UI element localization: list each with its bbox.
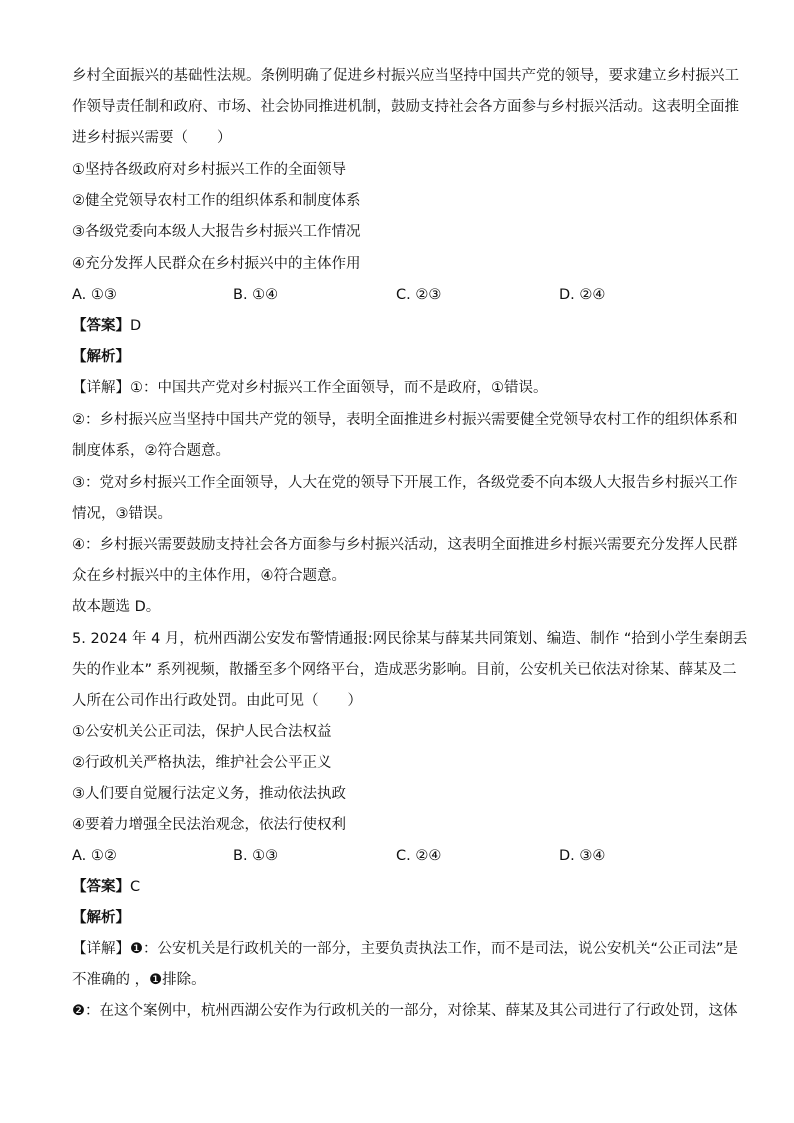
q4-option-d: D. ②④ xyxy=(559,287,606,303)
q4-option-c: C. ②③ xyxy=(396,287,442,303)
q4-answer-label: 【答案】 xyxy=(72,318,130,334)
q5-answer-label: 【答案】 xyxy=(72,879,130,895)
q4-statement-4: ④充分发挥人民群众在乡村振兴中的主体作用 xyxy=(72,256,361,272)
q4-stem-line-1: 乡村全面振兴的基础性法规。条例明确了促进乡村振兴应当坚持中国共产党的领导，要求建立乡村振兴工 xyxy=(72,68,739,84)
q5-detail-line-2: 不准确的 ，❶排除。 xyxy=(72,972,206,988)
q5-options xyxy=(72,846,722,866)
q4-conclusion: 故本题选 D。 xyxy=(72,599,161,615)
q4-answer xyxy=(72,316,722,336)
q5-option-c: C. ②④ xyxy=(396,848,442,864)
q4-answer-value: D xyxy=(130,318,142,334)
q5-statement-4: ④要着力增强全民法治观念，依法行使权利 xyxy=(72,817,346,833)
q4-statement-3: ③各级党委向本级人大报告乡村振兴工作情况 xyxy=(72,224,361,240)
q4-option-a: A. ①③ xyxy=(72,287,117,303)
q4-option-b: B. ①④ xyxy=(233,287,279,303)
q4-detail-line-3: 制度体系，②符合题意。 xyxy=(72,443,230,459)
q4-analysis-label: 【解析】 xyxy=(72,349,130,365)
q4-detail-line-5: 情况，③错误。 xyxy=(72,506,172,522)
q5-statement-2: ②行政机关严格执法，维护社会公平正义 xyxy=(72,755,332,771)
q4-detail-line-2: ②：乡村振兴应当坚持中国共产党的领导，表明全面推进乡村振兴需要健全党领导农村工作的组织体系和 xyxy=(72,412,738,428)
q4-stem-line-2: 作领导责任制和政府、市场、社会协同推进机制，鼓励支持社会各方面参与乡村振兴活动。这表明全面推 xyxy=(72,99,739,115)
q5-stem-line-3: 人所在公司作出行政处罚。由此可见（ ） xyxy=(72,693,362,709)
q4-options xyxy=(72,285,722,305)
q5-statement-1: ①公安机关公正司法，保护人民合法权益 xyxy=(72,724,332,740)
q4-stem-line-3: 进乡村振兴需要（ ） xyxy=(72,130,232,146)
q5-stem-line-1: 5. 2024 年 4 月，杭州西湖公安发布警情通报:网民徐某与薛某共同策划、编造、制作 “拾到小学生秦朗丢 xyxy=(72,631,748,647)
q4-statement-2: ②健全党领导农村工作的组织体系和制度体系 xyxy=(72,193,361,209)
q5-option-a: A. ①② xyxy=(72,848,117,864)
q4-detail-line-6: ④：乡村振兴需要鼓励支持社会各方面参与乡村振兴活动，这表明全面推进乡村振兴需要充分发挥人民群 xyxy=(72,537,738,553)
q4-detail-line-4: ③：党对乡村振兴工作全面领导，人大在党的领导下开展工作，各级党委不向本级人大报告乡村振兴工作 xyxy=(72,475,738,491)
q5-option-d: D. ③④ xyxy=(559,848,606,864)
q4-statement-1: ①坚持各级政府对乡村振兴工作的全面领导 xyxy=(72,162,346,178)
q4-detail-line-7: 众在乡村振兴中的主体作用，④符合题意。 xyxy=(72,568,346,584)
q5-detail-line-1: 【详解】❶：公安机关是行政机关的一部分，主要负责执法工作，而不是司法，说公安机关“公正司法”是 xyxy=(72,941,739,957)
q5-option-b: B. ①③ xyxy=(233,848,279,864)
q4-detail-line-1: 【详解】①：中国共产党对乡村振兴工作全面领导，而不是政府，①错误。 xyxy=(72,380,548,396)
q5-stem-line-2: 失的作业本” 系列视频，散播至多个网络平台，造成恶劣影响。目前，公安机关已依法对徐某、薛某及二 xyxy=(72,662,737,678)
q5-statement-3: ③人们要自觉履行法定义务，推动依法执政 xyxy=(72,786,346,802)
q5-analysis-label: 【解析】 xyxy=(72,910,130,926)
q5-detail-line-3: ❷：在这个案例中，杭州西湖公安作为行政机关的一部分，对徐某、薛某及其公司进行了行政处罚，这体 xyxy=(72,1003,738,1019)
q5-answer xyxy=(72,877,722,897)
q5-answer-value: C xyxy=(130,879,141,895)
